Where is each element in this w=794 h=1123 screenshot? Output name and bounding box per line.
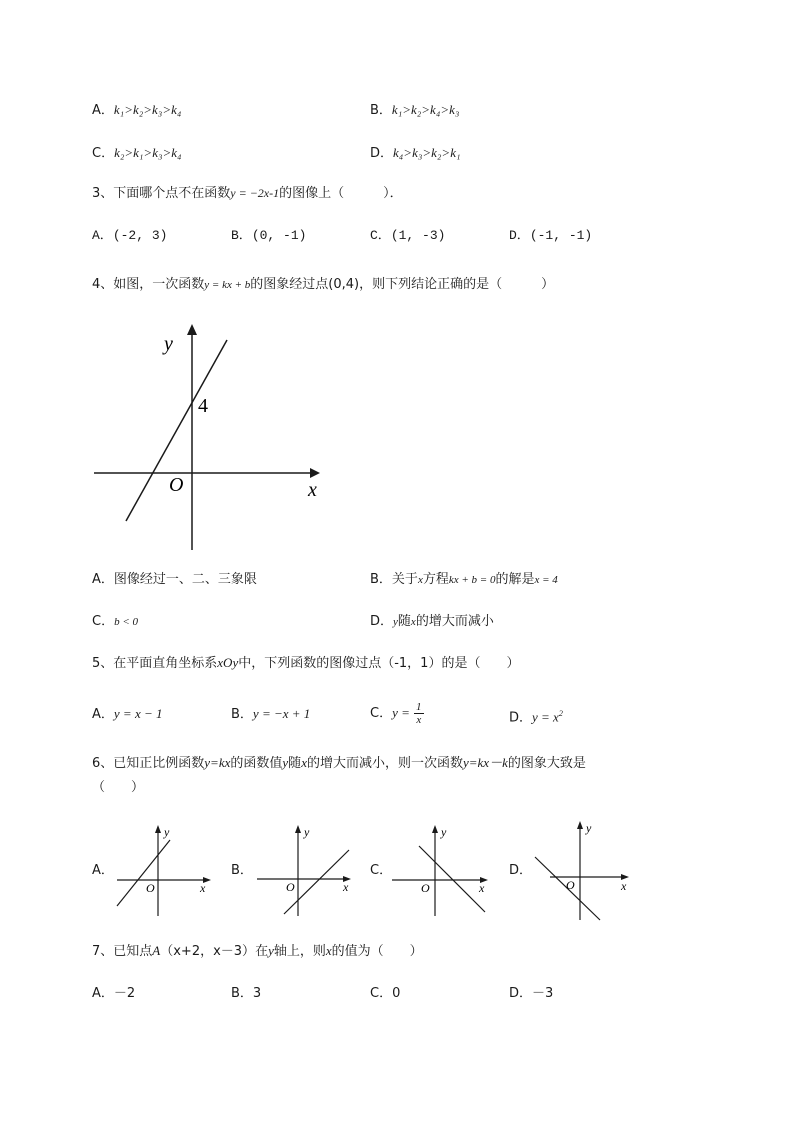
svg-text:y: y [304,825,310,839]
q6-graph-a-label: A． [92,863,114,878]
q7-option-a: A．－2 [92,986,136,1001]
q6-graph-b-label: B． [231,863,253,878]
q5-option-a: A．y = x − 1 [92,706,163,722]
q4-option-a: A．图像经过一、二、三象限 [92,572,257,587]
q2-option-a-expr: k₁>k₂>k₃>k₄ [113,102,182,117]
svg-text:O: O [566,878,575,892]
q2-option-b: B．k₁>k₂>k₄>k₃ [370,102,460,118]
svg-text:y: y [164,825,170,839]
q2-option-c-expr: k₂>k₁>k₃>k₄ [114,145,182,160]
svg-text:x: x [479,881,485,895]
q5-fraction: $\frac{1}{x}$ [416,701,422,726]
q4-option-c: C．b < 0 [92,614,139,629]
q5-option-c: C．y = $\frac{1}{x}$ [370,701,422,726]
q6-stem-line2: （ ） [92,780,145,795]
q6-graph-b [252,822,356,918]
q3-option-d: D．(-1, -1) [509,228,593,243]
svg-text:O: O [421,881,430,895]
origin-label: O [169,474,184,496]
q5-option-b: B．y = −x + 1 [231,706,311,722]
intercept-label: 4 [198,395,208,417]
q6-stem-line1: 6、已知正比例函数y=kx的函数值y随x的增大而减小，则一次函数y=kx－k的图象大致是 [92,755,586,771]
q7-option-d: D．－3 [509,986,554,1001]
q3-stem: 3、下面哪个点不在函数y = −2x-1的图像上（ ）． [92,186,403,201]
svg-text:y: y [441,825,447,839]
svg-text:x: x [621,879,627,893]
q2-option-d-expr: k₄>k₃>k₂>k₁ [393,145,461,160]
q7-option-b: B．3 [231,986,262,1001]
q2-option-c: C．k₂>k₁>k₃>k₄ [92,145,182,161]
q2-option-b-expr: k₁>k₂>k₄>k₃ [391,102,460,117]
y-axis-arrow [187,324,197,335]
q4-option-b: B．关于x方程kx + b = 0的解是x = 4 [370,572,558,587]
svg-text:x: x [200,881,206,895]
q2-option-a: A．k₁>k₂>k₃>k₄ [92,102,182,118]
q3-option-c: C．(1, -3) [370,228,446,243]
svg-text:O: O [286,880,295,894]
q6-graph-a [112,822,216,918]
q7-option-c: C．0 [370,986,401,1001]
x-axis-arrow [310,468,320,478]
q6-graph-d [528,818,636,922]
q6-graph-c-label: C． [370,863,393,878]
y-axis-label: y [164,333,173,355]
q5-stem: 5、在平面直角坐标系xOy中，下列函数的图像过点（-1，1）的是（ ） [92,655,520,671]
svg-text:O: O [146,881,155,895]
q5-option-d: D．$y = x^2$ [509,709,563,726]
q3-option-b: B．(0, -1) [231,228,307,243]
svg-text:x: x [343,880,349,894]
q6-graph-d-label: D． [509,863,533,878]
q2-option-d: D．k₄>k₃>k₂>k₁ [370,145,461,161]
q3-option-a: A．(-2, 3) [92,228,168,243]
q6-graph-a-line [117,840,170,906]
x-axis-label: x [308,479,317,501]
q6-graph-c [389,822,493,918]
q4-graph [88,318,328,554]
q4-option-d: D．y随x的增大而减小 [370,614,494,629]
q7-stem: 7、已知点A（x+2，x－3）在y轴上，则x的值为（ ） [92,943,423,959]
q4-stem: 4、如图，一次函数y = kx + b的图象经过点(0,4)，则下列结论正确的是（ ） [92,277,555,292]
svg-text:y: y [586,821,592,835]
q6-graph-c-line [419,846,485,912]
